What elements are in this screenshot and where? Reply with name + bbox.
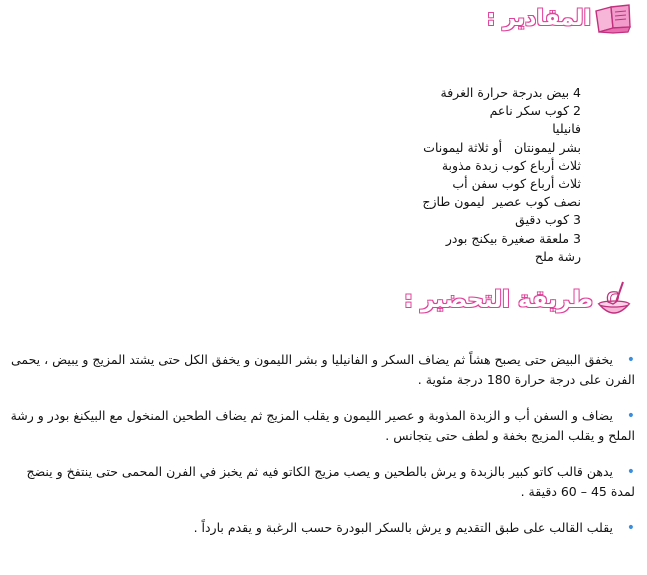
ingredient-item: فانيليا (552, 121, 581, 137)
bullet-icon: • (626, 464, 635, 480)
whisk-bowl-icon (595, 280, 633, 320)
method-step-text: يقلب القالب على طبق التقديم و يرش بالسكر البودرة حسب الرغبة و يقدم بارداً . (193, 520, 613, 535)
method-steps-list (9, 350, 635, 554)
bullet-icon: • (626, 520, 635, 536)
method-step-text: يدهن قالب كاتو كبير بالزبدة و يرش بالطحين و يصب مزيج الكاتو فيه ثم يخبز في الفرن المحمى حتى ينتفخ و ينضج لمدة 45 – 60 دقيقة . (26, 464, 635, 499)
ingredients-heading-title: المقادير : (486, 6, 591, 31)
method-heading (404, 280, 633, 320)
ingredient-item: 3 ملعقة صغيرة بيكنج بودر (445, 230, 581, 246)
ingredients-list (161, 84, 581, 266)
ingredients-heading (487, 2, 633, 36)
ingredient-item: 3 كوب دقيق (515, 212, 581, 228)
book-icon (593, 2, 633, 36)
ingredient-item: ثلاث أرباع كوب سفن أب (452, 176, 581, 192)
method-step (9, 518, 635, 538)
bullet-icon: • (626, 408, 635, 424)
ingredient-item: ثلاث أرباع كوب زبدة مذوبة (441, 157, 581, 173)
method-step (9, 462, 635, 502)
ingredient-item: 2 كوب سكر ناعم (489, 103, 581, 119)
ingredient-item: نصف كوب عصير ليمون طازج (422, 194, 581, 210)
ingredient-item: 4 بيض بدرجة حرارة الغرفة (440, 85, 581, 100)
ingredient-item: بشر ليمونتان أو ثلاثة ليمونات (423, 139, 581, 155)
method-step-text: يخفق البيض حتى يصبح هشاً ثم يضاف السكر و الفانيليا و بشر الليمون و يخفق الكل حتى يشتد المزيج و يبيض ، يحمى الفرن على درجة حرارة 180 درجة مئوية . (10, 352, 635, 387)
method-step (9, 406, 635, 446)
method-step-text: يضاف و السفن أب و الزبدة المذوبة و عصير الليمون و يقلب المزيج ثم يضاف الطحين المنخول مع البيكنغ بودر و رشة الملح و يقلب المزيج بخفة و لطف حتى يتجانس . (10, 408, 635, 443)
method-step (9, 350, 635, 390)
bullet-icon: • (626, 352, 635, 368)
ingredient-item: رشة ملح (534, 248, 581, 264)
method-heading-title: طريقة التحضير : (403, 286, 593, 313)
